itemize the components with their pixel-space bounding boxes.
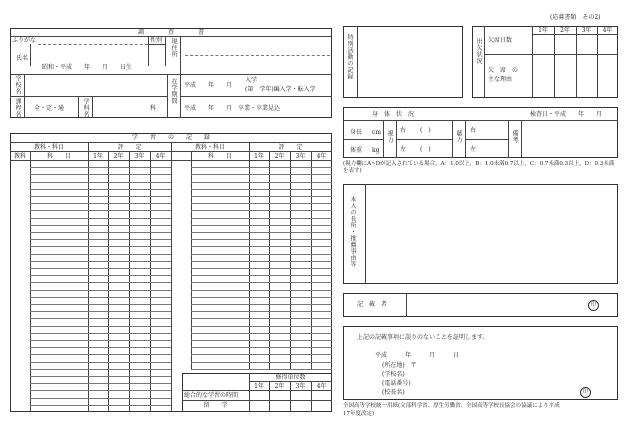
record-row-line [30, 362, 171, 363]
record-row-line [30, 254, 171, 255]
record-row-line [191, 318, 332, 319]
record-row-line [30, 282, 171, 283]
certification-statement: 上記の記載事項に誤りのないことを証明します。 [357, 334, 489, 341]
record-row-line [191, 340, 332, 341]
left-grade-4: 4年 [155, 153, 166, 160]
record-row-line [30, 318, 171, 319]
department-label: 学科名 [82, 98, 89, 118]
remarks-label: 備考 [511, 130, 518, 143]
course-name-label: 課程名 [14, 98, 21, 118]
certification-seal: 印 [580, 387, 591, 398]
absence-days-label: 欠席日数 [488, 37, 513, 44]
record-row-line [191, 239, 332, 240]
enrollment-label: 在学期間 [170, 78, 177, 104]
credits-grade-4: 4年 [316, 383, 327, 390]
record-row-line [191, 203, 332, 204]
certification-school: (学校名) [382, 371, 405, 378]
record-row-line [30, 261, 171, 262]
personality-label: 本人の長所・推薦事由等 [349, 196, 356, 268]
record-row-line [191, 174, 332, 175]
credits-grade-1: 1年 [254, 383, 264, 390]
certification-principal: (校長名) [382, 389, 405, 396]
record-row-line [191, 311, 332, 312]
recorder-label: 記 載 者 [357, 301, 388, 308]
record-row-line [191, 369, 332, 370]
right-subject-group-header: 教科・科目 [194, 144, 225, 151]
record-row-line [191, 246, 332, 247]
record-row-line [30, 383, 171, 384]
record-row-line [30, 174, 171, 175]
certification-phone: (電話番号) [382, 380, 411, 387]
record-row-line [191, 290, 332, 291]
record-row-line [30, 333, 171, 334]
right-grade-3: 3年 [295, 153, 306, 160]
footer-line-1: 全国高等学校統一用紙(文部科学省、厚生労働省、全国高等学校長協会の協議により平成 [343, 403, 560, 409]
left-grade-1: 1年 [93, 153, 103, 160]
record-row-line [191, 354, 332, 355]
record-row-line [30, 196, 171, 197]
record-row-line [30, 225, 171, 226]
credits-title: 修得単位数 [275, 374, 306, 381]
department-suffix: 科 [150, 105, 157, 112]
record-row-line [191, 333, 332, 334]
left-course-header: 科 目 [46, 153, 71, 160]
credits-grade-2: 2年 [274, 383, 285, 390]
left-grade-group-header: 評 定 [117, 144, 142, 151]
attendance-label: 出欠状況 [475, 38, 482, 64]
birthdate-text: 昭和・平成 年 月 日生 [42, 64, 133, 71]
school-name-label: 学校名 [14, 75, 21, 95]
record-row-line [30, 290, 171, 291]
attendance-grade-2: 2年 [560, 27, 570, 34]
record-row-line [191, 232, 332, 233]
record-row-line [30, 182, 171, 183]
record-row-line [191, 297, 332, 298]
record-row-line [191, 304, 332, 305]
absence-reason-label-1: 欠 席 の [488, 67, 519, 74]
name-label: 氏名 [16, 55, 29, 62]
credits-grade-3: 3年 [295, 383, 306, 390]
admission-date: 平成 年 月 [184, 82, 233, 89]
record-row-line [191, 254, 332, 255]
record-row-line [191, 282, 332, 283]
record-row-line [30, 232, 171, 233]
weight-label: 体重 [350, 147, 363, 154]
hearing-label: 聴力 [455, 130, 462, 143]
integrated-study-label: 総合的な学習の時間 [184, 392, 239, 399]
record-row-line [191, 326, 332, 327]
admission-type: 入学 [245, 77, 258, 84]
record-row-line [191, 189, 332, 190]
record-row-line [191, 167, 332, 168]
hearing-right: 右 [470, 127, 477, 134]
attendance-grade-1: 1年 [538, 27, 548, 34]
record-row-line [30, 390, 171, 391]
graduation-date: 平成 年 月 卒業・卒業見込 [184, 105, 281, 112]
record-row-line [191, 225, 332, 226]
vision-left-paren: ( ) [420, 146, 431, 153]
attendance-grade-3: 3年 [581, 27, 592, 34]
weight-unit: kg [372, 147, 380, 154]
record-row-line [191, 362, 332, 363]
special-activities-box [343, 26, 463, 98]
record-row-line [191, 218, 332, 219]
furigana-label: ふりがな [12, 37, 37, 44]
record-row-line [30, 246, 171, 247]
exam-date: 検査日・平成 年 月 [530, 111, 603, 118]
vision-right: 右 [400, 127, 407, 134]
record-row-line [30, 203, 171, 204]
right-grade-1: 1年 [254, 153, 264, 160]
left-subject-header: 教科 [13, 153, 26, 160]
height-label: 身長 [350, 129, 363, 136]
record-row-line [191, 182, 332, 183]
left-subject-group-header: 教科・科目 [33, 144, 64, 151]
record-row-line [30, 354, 171, 355]
record-row-line [30, 340, 171, 341]
hearing-left: 左 [470, 146, 477, 153]
footer-line-2: 17年度改定) [343, 411, 375, 417]
right-grade-group-header: 評 定 [278, 144, 303, 151]
attendance-grade-4: 4年 [602, 27, 613, 34]
record-row-line [30, 268, 171, 269]
record-row-line [30, 167, 171, 168]
absence-reason-label-2: 主な理由 [488, 76, 513, 83]
vision-note: (視力欄にA~Dが記入されている場合、A：1.0以上，B：1.0未満0.7以上，C：0.7未満0.3以上，D：0.3未満を表す) [343, 161, 615, 174]
record-row-line [30, 275, 171, 276]
record-row-line [30, 189, 171, 190]
physical-title: 身 体 状 況 [372, 111, 415, 118]
height-unit: cm [372, 129, 382, 136]
right-course-header: 科 目 [207, 153, 232, 160]
record-row-line [30, 210, 171, 211]
right-grade-4: 4年 [316, 153, 327, 160]
records-center-divider [171, 142, 172, 412]
study-abroad-label: 留 学 [203, 402, 228, 409]
record-row-line [30, 405, 171, 406]
recorder-seal: 印 [588, 300, 599, 311]
vision-left: 左 [400, 146, 407, 153]
left-grade-2: 2年 [113, 153, 124, 160]
record-row-line [191, 210, 332, 211]
personality-box [343, 184, 618, 284]
record-row-line [30, 297, 171, 298]
record-row-line [30, 398, 171, 399]
certification-date: 平成 年 月 日 [375, 352, 460, 359]
vision-label: 視力 [386, 130, 393, 143]
record-row-line [191, 261, 332, 262]
special-activities-label: 特別活動の記録 [346, 34, 353, 80]
record-row-line [30, 304, 171, 305]
record-row-line [191, 347, 332, 348]
records-title: 学 習 の 記 録 [131, 134, 210, 141]
record-row-line [191, 275, 332, 276]
form-type-label: (応募書類 その2) [550, 14, 601, 21]
record-row-line [30, 376, 171, 377]
record-row-line [30, 326, 171, 327]
record-row-line [30, 218, 171, 219]
record-row-line [191, 268, 332, 269]
record-row-line [30, 239, 171, 240]
transfer-type: (第 学年)編入学・転入学 [245, 86, 316, 93]
sex-label: 性別 [150, 37, 163, 44]
record-row-line [191, 196, 332, 197]
course-types: 全・定・通 [34, 105, 65, 112]
right-grade-2: 2年 [274, 153, 285, 160]
left-grade-3: 3年 [134, 153, 145, 160]
certification-location: (所在地) 〒 [382, 362, 417, 369]
record-row-line [30, 369, 171, 370]
address-label: 現住所 [170, 38, 177, 58]
record-row-line [30, 347, 171, 348]
survey-title: 調 査 書 [137, 29, 204, 36]
record-row-line [30, 311, 171, 312]
vision-right-paren: ( ) [420, 127, 431, 134]
